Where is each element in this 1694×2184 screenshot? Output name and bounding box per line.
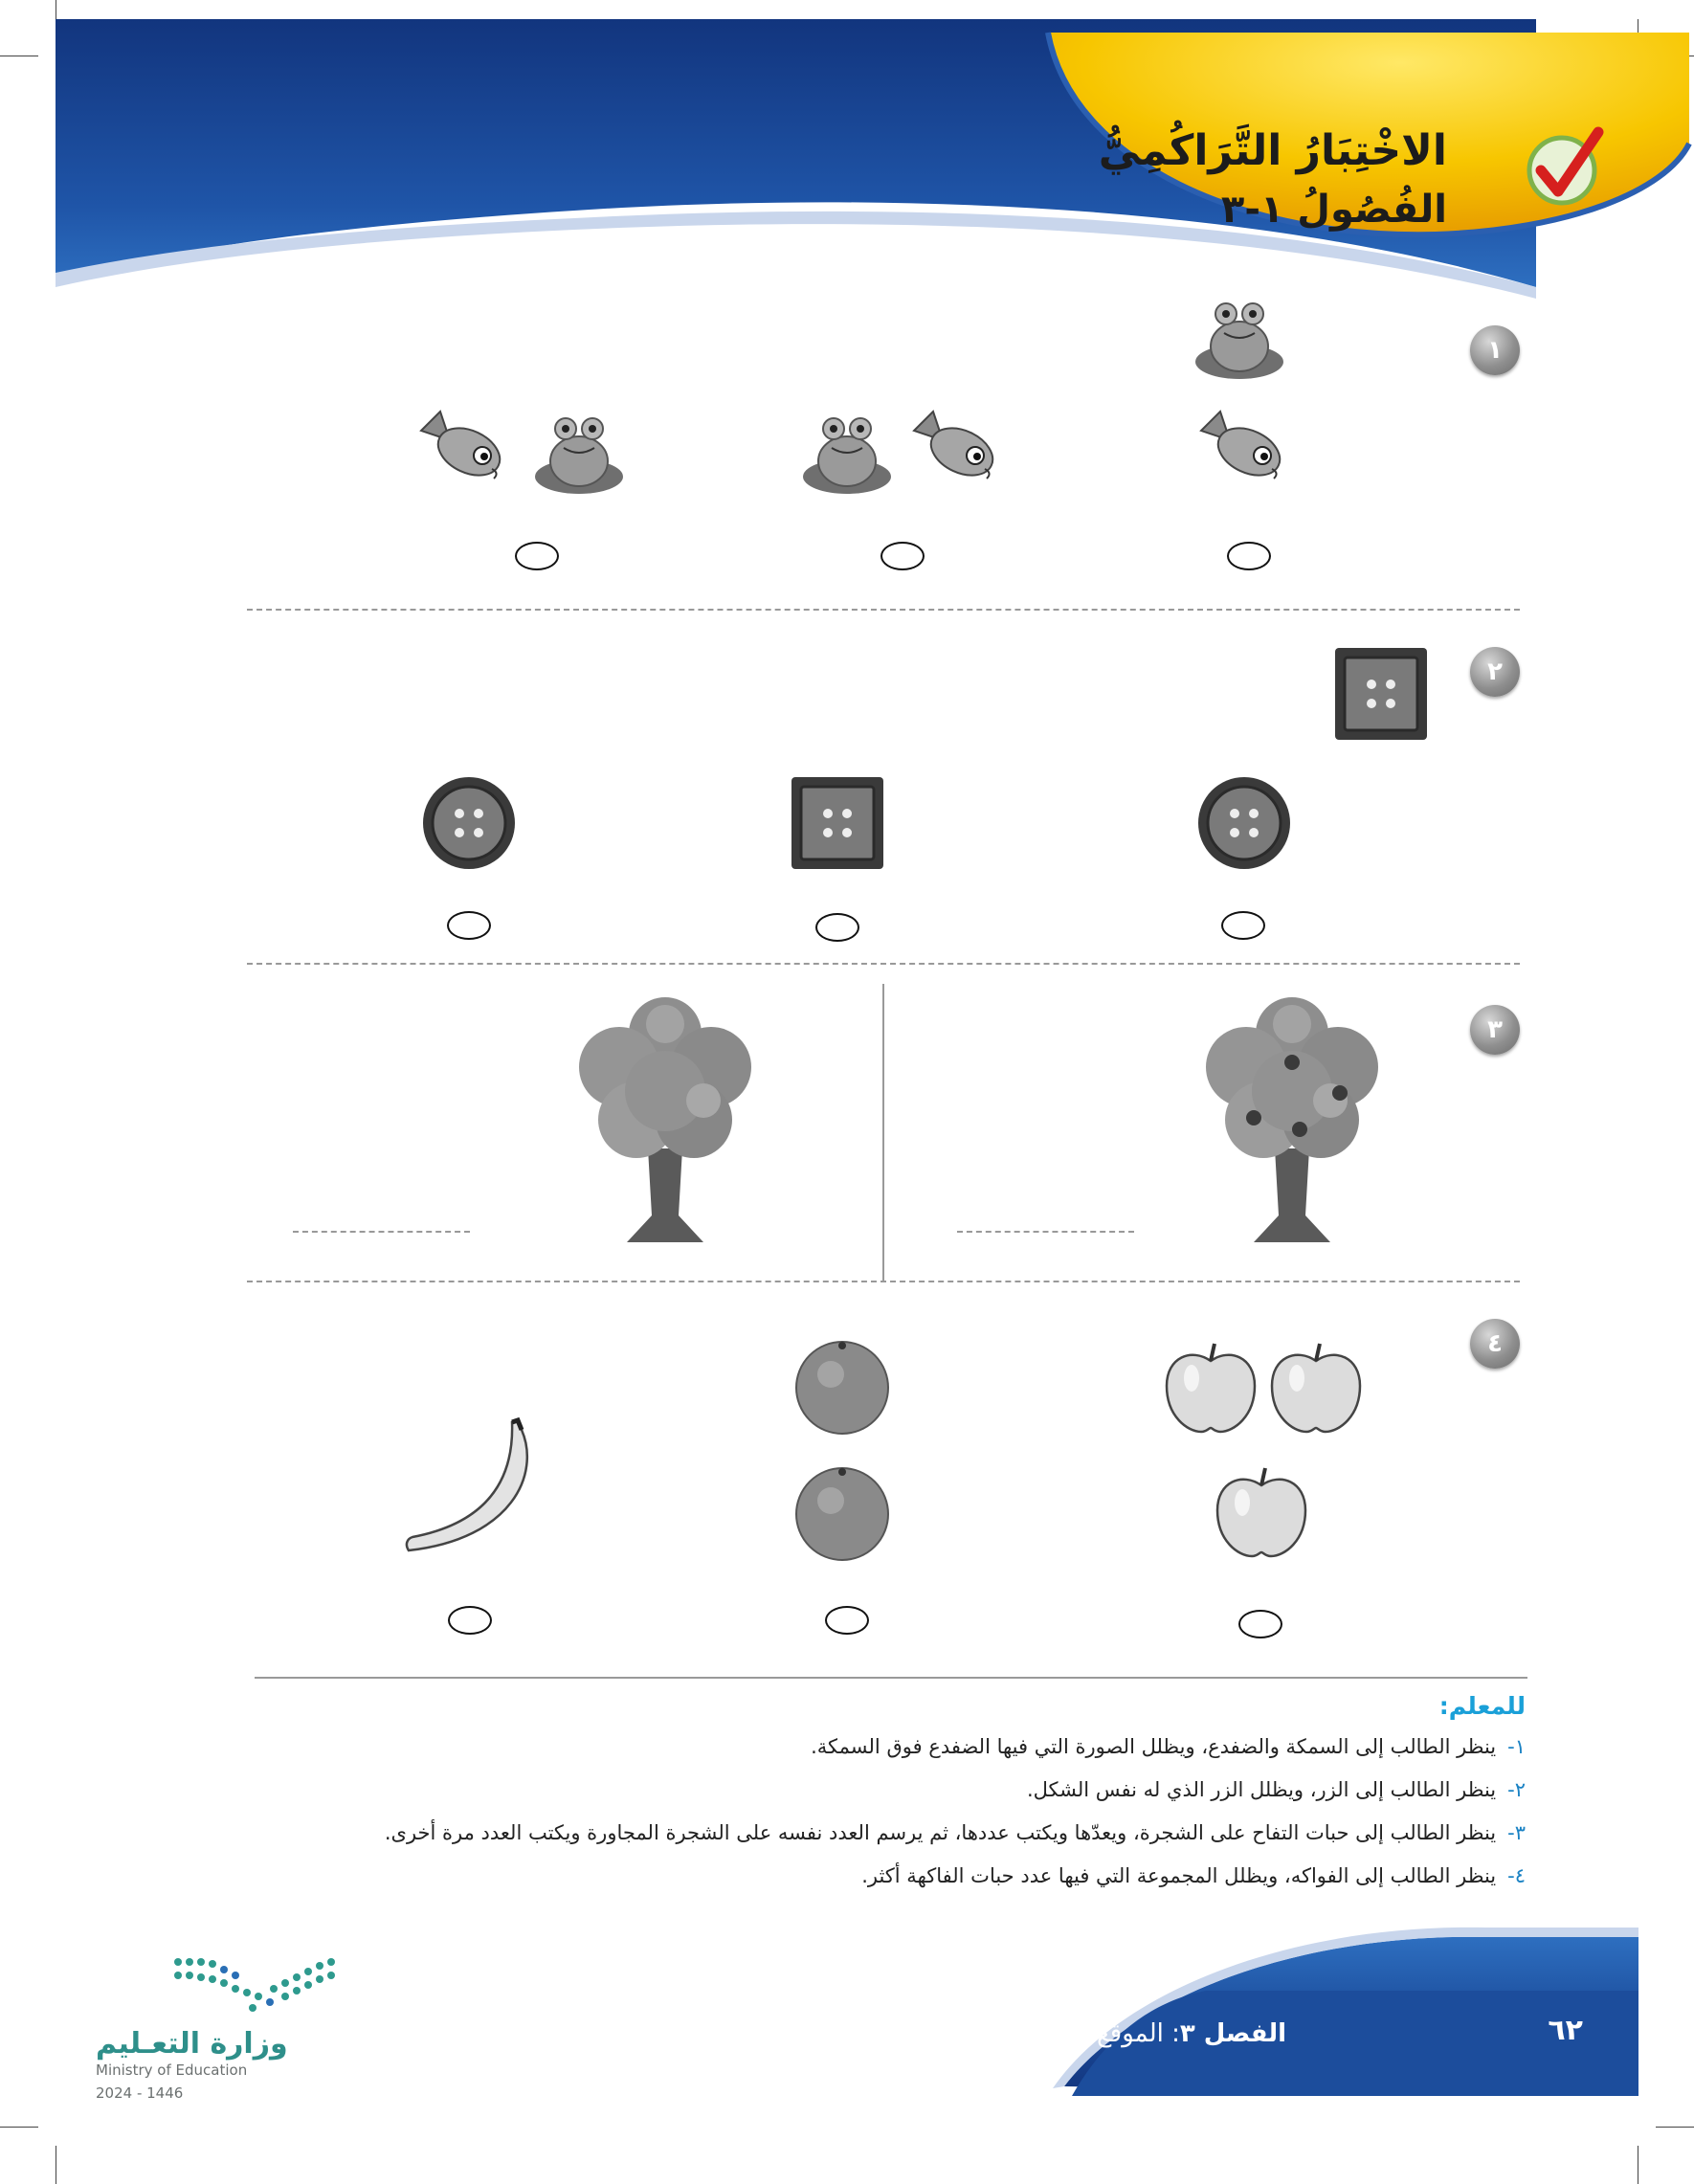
frog-image bbox=[799, 402, 895, 498]
apple-image bbox=[1214, 1464, 1309, 1560]
teacher-note bbox=[90, 1864, 1526, 1887]
fish-image bbox=[1192, 402, 1287, 498]
orange-image bbox=[794, 1340, 890, 1436]
round-button-image bbox=[1196, 775, 1292, 871]
answer-bubble[interactable] bbox=[515, 542, 559, 570]
answer-bubble[interactable] bbox=[1221, 911, 1265, 940]
apple-image bbox=[1268, 1340, 1364, 1436]
apple-image bbox=[1163, 1340, 1259, 1436]
question-number: ٢ bbox=[1470, 647, 1520, 697]
question-number: ١ bbox=[1470, 325, 1520, 375]
answer-bubble[interactable] bbox=[880, 542, 925, 570]
check-mark-icon bbox=[1524, 123, 1606, 209]
note-text: ينظر الطالب إلى حبات التفاح على الشجرة، ويعدّها ويكتب عددها، ثم يرسم العدد نفسه على الشجرة المجاورة ويكتب العدد مرة أخرى. bbox=[384, 1821, 1497, 1844]
answer-bubble[interactable] bbox=[448, 1606, 492, 1635]
answer-bubble[interactable] bbox=[1238, 1610, 1282, 1638]
note-text: ينظر الطالب إلى السمكة والضفدع، ويظلل الصورة التي فيها الضفدع فوق السمكة. bbox=[811, 1735, 1497, 1758]
square-button-image bbox=[790, 775, 885, 871]
fish-image bbox=[412, 402, 507, 498]
banana-image bbox=[397, 1416, 541, 1560]
section-divider bbox=[247, 609, 1520, 611]
notes-divider bbox=[255, 1677, 1527, 1679]
teacher-notes bbox=[90, 1692, 1526, 1907]
teacher-note bbox=[90, 1735, 1526, 1758]
round-button-image bbox=[421, 775, 517, 871]
answer-bubble[interactable] bbox=[815, 913, 859, 942]
answer-write-line[interactable] bbox=[957, 1231, 1134, 1233]
question-number: ٣ bbox=[1470, 1005, 1520, 1055]
page-number: ٦٢ bbox=[1548, 2014, 1583, 2047]
chapter-label bbox=[1016, 2019, 1286, 2048]
answer-bubble[interactable] bbox=[1227, 542, 1271, 570]
footer-shape bbox=[1072, 1914, 1646, 2106]
note-number: ٣- bbox=[1507, 1821, 1526, 1844]
section-divider bbox=[247, 1281, 1520, 1282]
teacher-note bbox=[90, 1778, 1526, 1801]
ministry-name-english: Ministry of Education bbox=[96, 2061, 248, 2079]
teacher-notes-heading: للمعلم: bbox=[1438, 1692, 1526, 1720]
edition-year: 2024 - 1446 bbox=[96, 2084, 184, 2102]
frog-image bbox=[1192, 287, 1287, 383]
page-subtitle: الفُصُولُ ١-٣ bbox=[1220, 188, 1447, 232]
note-text: ينظر الطالب إلى الفواكه، ويظلل المجموعة التي فيها عدد حبات الفاكهة أكثر. bbox=[861, 1864, 1497, 1887]
chapter-number: الفصل ٣ bbox=[1179, 2019, 1286, 2048]
note-number: ١- bbox=[1507, 1735, 1526, 1758]
ministry-name-arabic: وزارة التعـليم bbox=[96, 2027, 288, 2061]
frog-image bbox=[531, 402, 627, 498]
question-number: ٤ bbox=[1470, 1319, 1520, 1369]
apple-tree-image bbox=[1187, 986, 1397, 1254]
ministry-logo-icon bbox=[168, 1952, 341, 2021]
fish-image bbox=[904, 402, 1000, 498]
answer-bubble[interactable] bbox=[447, 911, 491, 940]
chapter-title: : الموقع والنمط bbox=[1016, 2019, 1180, 2048]
answer-bubble[interactable] bbox=[825, 1606, 869, 1635]
orange-image bbox=[794, 1466, 890, 1562]
teacher-note bbox=[90, 1821, 1526, 1844]
note-number: ٤- bbox=[1507, 1864, 1526, 1887]
note-number: ٢- bbox=[1507, 1778, 1526, 1801]
note-text: ينظر الطالب إلى الزر، ويظلل الزر الذي له نفس الشكل. bbox=[1026, 1778, 1497, 1801]
plain-tree-image bbox=[560, 986, 770, 1254]
vertical-divider bbox=[882, 984, 884, 1281]
answer-write-line[interactable] bbox=[293, 1231, 470, 1233]
reference-square-button bbox=[1333, 646, 1429, 742]
page-title: الاخْتِبَارُ التَّرَاكُمِيُّ bbox=[1098, 126, 1447, 175]
section-divider bbox=[247, 963, 1520, 965]
